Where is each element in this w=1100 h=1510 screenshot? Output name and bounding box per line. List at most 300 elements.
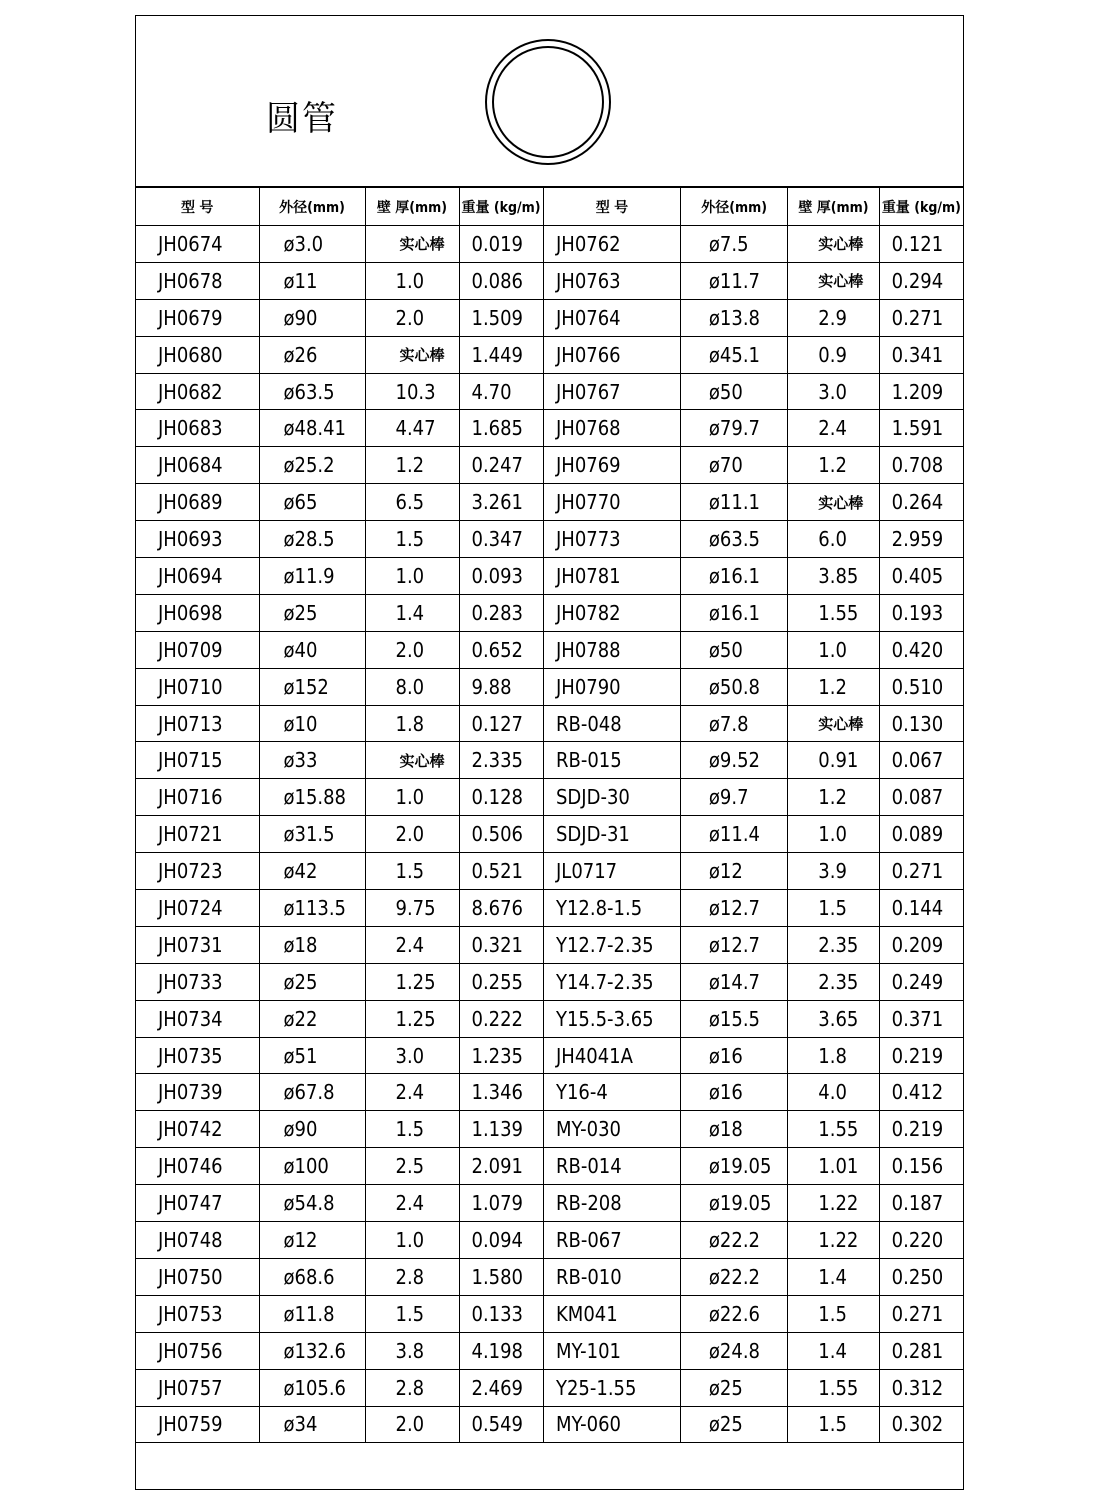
table-row [544, 705, 964, 742]
cell-outer-diameter: ø50.8 [680, 668, 787, 705]
cell-weight: 0.249 [879, 963, 963, 1000]
cell-weight: 0.371 [879, 1000, 963, 1037]
table-row [544, 262, 964, 299]
cell-weight: 4.198 [459, 1332, 543, 1369]
cell-wall-thickness: 1.5 [365, 1295, 459, 1332]
cell-outer-diameter: ø19.05 [680, 1185, 787, 1222]
cell-weight: 0.067 [879, 742, 963, 779]
cell-model: Y15.5-3.65 [544, 1000, 681, 1037]
cell-weight: 1.591 [879, 410, 963, 447]
cell-weight: 1.079 [459, 1185, 543, 1222]
cell-model: JH0674 [136, 226, 259, 263]
cell-wall-thickness: 2.35 [788, 963, 879, 1000]
cell-model: JH0764 [544, 299, 681, 336]
cell-wall-thickness: 1.22 [788, 1222, 879, 1259]
cell-wall-thickness: 1.25 [365, 1000, 459, 1037]
cell-weight: 0.086 [459, 262, 543, 299]
cell-model: RB-014 [544, 1148, 681, 1185]
cell-outer-diameter: ø48.41 [259, 410, 365, 447]
cell-weight: 0.209 [879, 926, 963, 963]
cell-weight: 1.209 [879, 373, 963, 410]
table-row [544, 926, 964, 963]
cell-model: JH0748 [136, 1222, 259, 1259]
cell-wall-thickness: 2.0 [365, 299, 459, 336]
cell-model: JH0769 [544, 447, 681, 484]
cell-weight: 1.235 [459, 1037, 543, 1074]
cell-weight: 0.271 [879, 299, 963, 336]
cell-model: Y16-4 [544, 1074, 681, 1111]
cell-model: JH0694 [136, 558, 259, 595]
cell-wall-thickness: 4.0 [788, 1074, 879, 1111]
table-row [136, 447, 543, 484]
table-row [544, 1074, 964, 1111]
table-row [136, 1332, 543, 1369]
cell-outer-diameter: ø28.5 [259, 521, 365, 558]
cell-outer-diameter: ø11 [259, 262, 365, 299]
table-row [544, 1037, 964, 1074]
cell-model: MY-101 [544, 1332, 681, 1369]
cell-weight: 0.521 [459, 853, 543, 890]
cell-model: JH0756 [136, 1332, 259, 1369]
cell-wall-thickness: 4.47 [365, 410, 459, 447]
cell-outer-diameter: ø11.4 [680, 816, 787, 853]
cell-model: JH0735 [136, 1037, 259, 1074]
cell-model: JH0731 [136, 926, 259, 963]
cell-weight: 0.281 [879, 1332, 963, 1369]
table-row [136, 1369, 543, 1406]
cell-outer-diameter: ø79.7 [680, 410, 787, 447]
cell-wall-thickness: 1.5 [788, 1295, 879, 1332]
cell-model: JH0767 [544, 373, 681, 410]
cell-outer-diameter: ø15.5 [680, 1000, 787, 1037]
header [136, 16, 963, 187]
cell-model: JH0742 [136, 1111, 259, 1148]
header-model: 型 号 [544, 188, 681, 226]
cell-weight: 0.302 [879, 1406, 963, 1443]
cell-outer-diameter: ø152 [259, 668, 365, 705]
table-row [136, 262, 543, 299]
cell-outer-diameter: ø51 [259, 1037, 365, 1074]
table-row [136, 631, 543, 668]
cell-weight: 0.510 [879, 668, 963, 705]
cell-weight: 0.341 [879, 336, 963, 373]
table-row [544, 779, 964, 816]
cell-outer-diameter: ø11.1 [680, 484, 787, 521]
header-row [544, 188, 964, 226]
cell-model: JH0757 [136, 1369, 259, 1406]
cell-outer-diameter: ø16 [680, 1074, 787, 1111]
cell-wall-thickness: 1.0 [365, 1222, 459, 1259]
cell-wall-thickness: 1.5 [788, 890, 879, 927]
table-row [544, 1258, 964, 1295]
cell-weight: 1.580 [459, 1258, 543, 1295]
cell-outer-diameter: ø9.52 [680, 742, 787, 779]
table-row [544, 1000, 964, 1037]
cell-wall-thickness: 实心棒 [788, 705, 879, 742]
table-row [544, 558, 964, 595]
header-outer-diameter: 外径(mm) [680, 188, 787, 226]
cell-weight: 0.220 [879, 1222, 963, 1259]
cell-weight: 0.219 [879, 1037, 963, 1074]
cell-outer-diameter: ø22.2 [680, 1258, 787, 1295]
cell-model: JH0683 [136, 410, 259, 447]
cell-outer-diameter: ø19.05 [680, 1148, 787, 1185]
cell-wall-thickness: 1.55 [788, 594, 879, 631]
table-row [136, 1295, 543, 1332]
cell-model: JH0678 [136, 262, 259, 299]
cell-wall-thickness: 1.2 [788, 447, 879, 484]
cell-model: JH0750 [136, 1258, 259, 1295]
cell-outer-diameter: ø12 [680, 853, 787, 890]
cell-wall-thickness: 2.5 [365, 1148, 459, 1185]
table-row [544, 594, 964, 631]
cell-outer-diameter: ø7.8 [680, 705, 787, 742]
table-row [544, 447, 964, 484]
cell-wall-thickness: 1.01 [788, 1148, 879, 1185]
cell-weight: 0.264 [879, 484, 963, 521]
table-row [136, 816, 543, 853]
cell-model: JH0684 [136, 447, 259, 484]
cell-weight: 0.019 [459, 226, 543, 263]
cell-weight: 0.094 [459, 1222, 543, 1259]
table-row [136, 890, 543, 927]
cell-weight: 0.321 [459, 926, 543, 963]
table-row [136, 1406, 543, 1443]
cell-wall-thickness: 1.22 [788, 1185, 879, 1222]
table-row [136, 410, 543, 447]
table-row [544, 816, 964, 853]
cell-model: JH0721 [136, 816, 259, 853]
cell-model: JH0759 [136, 1406, 259, 1443]
cell-outer-diameter: ø12 [259, 1222, 365, 1259]
table-row [136, 1037, 543, 1074]
table-row [544, 1148, 964, 1185]
cell-outer-diameter: ø14.7 [680, 963, 787, 1000]
cell-model: RB-067 [544, 1222, 681, 1259]
cell-outer-diameter: ø65 [259, 484, 365, 521]
cell-weight: 0.130 [879, 705, 963, 742]
table-row [544, 668, 964, 705]
cell-model: MY-060 [544, 1406, 681, 1443]
cell-weight: 0.156 [879, 1148, 963, 1185]
table-row [544, 1406, 964, 1443]
cell-wall-thickness: 2.4 [365, 926, 459, 963]
cell-model: JH0679 [136, 299, 259, 336]
cell-outer-diameter: ø15.88 [259, 779, 365, 816]
header-weight: 重量 (kg/m) [879, 188, 963, 226]
table-row [544, 373, 964, 410]
cell-model: Y12.8-1.5 [544, 890, 681, 927]
cell-model: JH0698 [136, 594, 259, 631]
cell-wall-thickness: 9.75 [365, 890, 459, 927]
cell-model: JH0723 [136, 853, 259, 890]
cell-wall-thickness: 1.55 [788, 1111, 879, 1148]
cell-wall-thickness: 实心棒 [365, 226, 459, 263]
table-row [544, 484, 964, 521]
cell-wall-thickness: 6.5 [365, 484, 459, 521]
table-row [544, 1185, 964, 1222]
cell-weight: 0.121 [879, 226, 963, 263]
cell-weight: 0.271 [879, 853, 963, 890]
cell-wall-thickness: 1.0 [365, 558, 459, 595]
cell-model: JH0716 [136, 779, 259, 816]
cell-model: JH0713 [136, 705, 259, 742]
cell-wall-thickness: 10.3 [365, 373, 459, 410]
cell-wall-thickness: 0.91 [788, 742, 879, 779]
cell-weight: 0.347 [459, 521, 543, 558]
cell-model: JH0766 [544, 336, 681, 373]
cell-outer-diameter: ø12.7 [680, 890, 787, 927]
header-wall-thickness: 壁 厚(mm) [788, 188, 879, 226]
cell-model: JH0693 [136, 521, 259, 558]
cell-weight: 0.412 [879, 1074, 963, 1111]
cell-outer-diameter: ø16.1 [680, 594, 787, 631]
table-row [544, 963, 964, 1000]
cell-wall-thickness: 实心棒 [365, 742, 459, 779]
cell-model: JL0717 [544, 853, 681, 890]
cell-wall-thickness: 3.0 [365, 1037, 459, 1074]
cell-wall-thickness: 3.65 [788, 1000, 879, 1037]
cell-outer-diameter: ø25 [259, 594, 365, 631]
table-row [136, 484, 543, 521]
cell-model: RB-015 [544, 742, 681, 779]
table-row [544, 521, 964, 558]
table-row [544, 1332, 964, 1369]
cell-weight: 0.549 [459, 1406, 543, 1443]
table-row [544, 853, 964, 890]
cell-outer-diameter: ø90 [259, 299, 365, 336]
cell-wall-thickness: 1.4 [788, 1332, 879, 1369]
cell-weight: 0.247 [459, 447, 543, 484]
cell-outer-diameter: ø33 [259, 742, 365, 779]
cell-wall-thickness: 1.8 [365, 705, 459, 742]
table-row [136, 336, 543, 373]
page-title: 圆管 [266, 99, 338, 139]
cell-model: JH0782 [544, 594, 681, 631]
cell-model: JH0768 [544, 410, 681, 447]
table-row [544, 890, 964, 927]
cell-weight: 2.469 [459, 1369, 543, 1406]
cell-outer-diameter: ø90 [259, 1111, 365, 1148]
table-row [544, 410, 964, 447]
cell-model: JH0734 [136, 1000, 259, 1037]
cell-outer-diameter: ø50 [680, 373, 787, 410]
cell-outer-diameter: ø3.0 [259, 226, 365, 263]
cell-model: JH0680 [136, 336, 259, 373]
cell-wall-thickness: 1.25 [365, 963, 459, 1000]
cell-outer-diameter: ø113.5 [259, 890, 365, 927]
catalog-sheet [135, 15, 964, 1490]
cell-model: JH0762 [544, 226, 681, 263]
cell-wall-thickness: 1.2 [788, 668, 879, 705]
cell-outer-diameter: ø9.7 [680, 779, 787, 816]
cell-model: SDJD-31 [544, 816, 681, 853]
cell-wall-thickness: 实心棒 [788, 226, 879, 263]
cell-model: MY-030 [544, 1111, 681, 1148]
cell-wall-thickness: 实心棒 [365, 336, 459, 373]
cell-outer-diameter: ø68.6 [259, 1258, 365, 1295]
cell-model: JH0682 [136, 373, 259, 410]
table-row [136, 594, 543, 631]
cell-model: JH0733 [136, 963, 259, 1000]
cell-wall-thickness: 实心棒 [788, 484, 879, 521]
cell-wall-thickness: 1.2 [365, 447, 459, 484]
table-row [136, 1074, 543, 1111]
cell-wall-thickness: 1.4 [788, 1258, 879, 1295]
table-row [544, 631, 964, 668]
cell-weight: 0.133 [459, 1295, 543, 1332]
round-tube-cross-section-icon [482, 36, 614, 168]
cell-wall-thickness: 1.4 [365, 594, 459, 631]
cell-wall-thickness: 1.0 [788, 816, 879, 853]
cell-weight: 0.708 [879, 447, 963, 484]
cell-weight: 1.449 [459, 336, 543, 373]
cell-weight: 0.087 [879, 779, 963, 816]
cell-model: SDJD-30 [544, 779, 681, 816]
table-row [136, 558, 543, 595]
cell-outer-diameter: ø22.2 [680, 1222, 787, 1259]
table-row [136, 668, 543, 705]
cell-outer-diameter: ø25.2 [259, 447, 365, 484]
table-row [136, 1258, 543, 1295]
table-row [544, 1295, 964, 1332]
cell-outer-diameter: ø67.8 [259, 1074, 365, 1111]
cell-outer-diameter: ø54.8 [259, 1185, 365, 1222]
cell-outer-diameter: ø11.8 [259, 1295, 365, 1332]
table-row [544, 299, 964, 336]
cell-model: JH4041A [544, 1037, 681, 1074]
table-row [544, 336, 964, 373]
cell-outer-diameter: ø63.5 [680, 521, 787, 558]
cell-outer-diameter: ø12.7 [680, 926, 787, 963]
cell-model: JH0724 [136, 890, 259, 927]
cell-weight: 3.261 [459, 484, 543, 521]
table-row [136, 1000, 543, 1037]
cell-wall-thickness: 2.4 [788, 410, 879, 447]
spec-table-left [136, 187, 544, 1443]
cell-wall-thickness: 8.0 [365, 668, 459, 705]
cell-outer-diameter: ø132.6 [259, 1332, 365, 1369]
cell-model: RB-048 [544, 705, 681, 742]
cell-weight: 0.089 [879, 816, 963, 853]
cell-outer-diameter: ø11.7 [680, 262, 787, 299]
cell-outer-diameter: ø25 [680, 1406, 787, 1443]
cell-model: JH0790 [544, 668, 681, 705]
cell-outer-diameter: ø45.1 [680, 336, 787, 373]
cell-wall-thickness: 3.85 [788, 558, 879, 595]
cell-weight: 0.219 [879, 1111, 963, 1148]
cell-wall-thickness: 2.9 [788, 299, 879, 336]
cell-weight: 4.70 [459, 373, 543, 410]
cell-outer-diameter: ø100 [259, 1148, 365, 1185]
cell-model: Y14.7-2.35 [544, 963, 681, 1000]
spec-table-right [543, 187, 963, 1443]
table-row [136, 1222, 543, 1259]
cell-weight: 0.222 [459, 1000, 543, 1037]
cell-wall-thickness: 1.0 [365, 779, 459, 816]
table-row [136, 779, 543, 816]
cell-weight: 1.139 [459, 1111, 543, 1148]
cell-weight: 0.250 [879, 1258, 963, 1295]
cell-wall-thickness: 2.0 [365, 631, 459, 668]
cell-weight: 0.144 [879, 890, 963, 927]
cell-weight: 2.335 [459, 742, 543, 779]
cell-weight: 1.509 [459, 299, 543, 336]
cell-model: RB-208 [544, 1185, 681, 1222]
cell-weight: 2.959 [879, 521, 963, 558]
cell-outer-diameter: ø25 [259, 963, 365, 1000]
cell-wall-thickness: 3.8 [365, 1332, 459, 1369]
cell-wall-thickness: 2.8 [365, 1258, 459, 1295]
cell-wall-thickness: 2.8 [365, 1369, 459, 1406]
cell-wall-thickness: 1.5 [365, 521, 459, 558]
cell-model: JH0753 [136, 1295, 259, 1332]
cell-model: JH0746 [136, 1148, 259, 1185]
header-wall-thickness: 壁 厚(mm) [365, 188, 459, 226]
table-row [544, 742, 964, 779]
cell-outer-diameter: ø40 [259, 631, 365, 668]
cell-weight: 0.093 [459, 558, 543, 595]
cell-wall-thickness: 2.4 [365, 1185, 459, 1222]
cell-outer-diameter: ø22 [259, 1000, 365, 1037]
table-row [136, 1148, 543, 1185]
header-outer-diameter: 外径(mm) [259, 188, 365, 226]
cell-model: JH0739 [136, 1074, 259, 1111]
table-row [544, 226, 964, 263]
cell-weight: 0.420 [879, 631, 963, 668]
cell-weight: 0.506 [459, 816, 543, 853]
cell-outer-diameter: ø63.5 [259, 373, 365, 410]
table-row [136, 963, 543, 1000]
table-row [136, 742, 543, 779]
cell-weight: 0.312 [879, 1369, 963, 1406]
cell-weight: 8.676 [459, 890, 543, 927]
cell-model: JH0781 [544, 558, 681, 595]
cell-model: JH0710 [136, 668, 259, 705]
cell-outer-diameter: ø16.1 [680, 558, 787, 595]
table-row [136, 299, 543, 336]
cell-model: JH0773 [544, 521, 681, 558]
table-row [136, 521, 543, 558]
cell-model: JH0763 [544, 262, 681, 299]
cell-model: KM041 [544, 1295, 681, 1332]
cell-outer-diameter: ø16 [680, 1037, 787, 1074]
cell-outer-diameter: ø105.6 [259, 1369, 365, 1406]
header-row [136, 188, 543, 226]
cell-outer-diameter: ø22.6 [680, 1295, 787, 1332]
table-row [136, 853, 543, 890]
cell-model: JH0747 [136, 1185, 259, 1222]
cell-weight: 9.88 [459, 668, 543, 705]
cell-wall-thickness: 实心棒 [788, 262, 879, 299]
table-row [136, 926, 543, 963]
cell-wall-thickness: 2.0 [365, 816, 459, 853]
cell-outer-diameter: ø18 [259, 926, 365, 963]
cell-weight: 0.255 [459, 963, 543, 1000]
cell-wall-thickness: 6.0 [788, 521, 879, 558]
cell-outer-diameter: ø50 [680, 631, 787, 668]
cell-outer-diameter: ø11.9 [259, 558, 365, 595]
cell-wall-thickness: 1.0 [365, 262, 459, 299]
cell-weight: 2.091 [459, 1148, 543, 1185]
cell-wall-thickness: 2.4 [365, 1074, 459, 1111]
cell-outer-diameter: ø26 [259, 336, 365, 373]
cell-wall-thickness: 1.55 [788, 1369, 879, 1406]
cell-wall-thickness: 0.9 [788, 336, 879, 373]
cell-wall-thickness: 1.5 [365, 853, 459, 890]
table-row [544, 1111, 964, 1148]
cell-wall-thickness: 1.0 [788, 631, 879, 668]
